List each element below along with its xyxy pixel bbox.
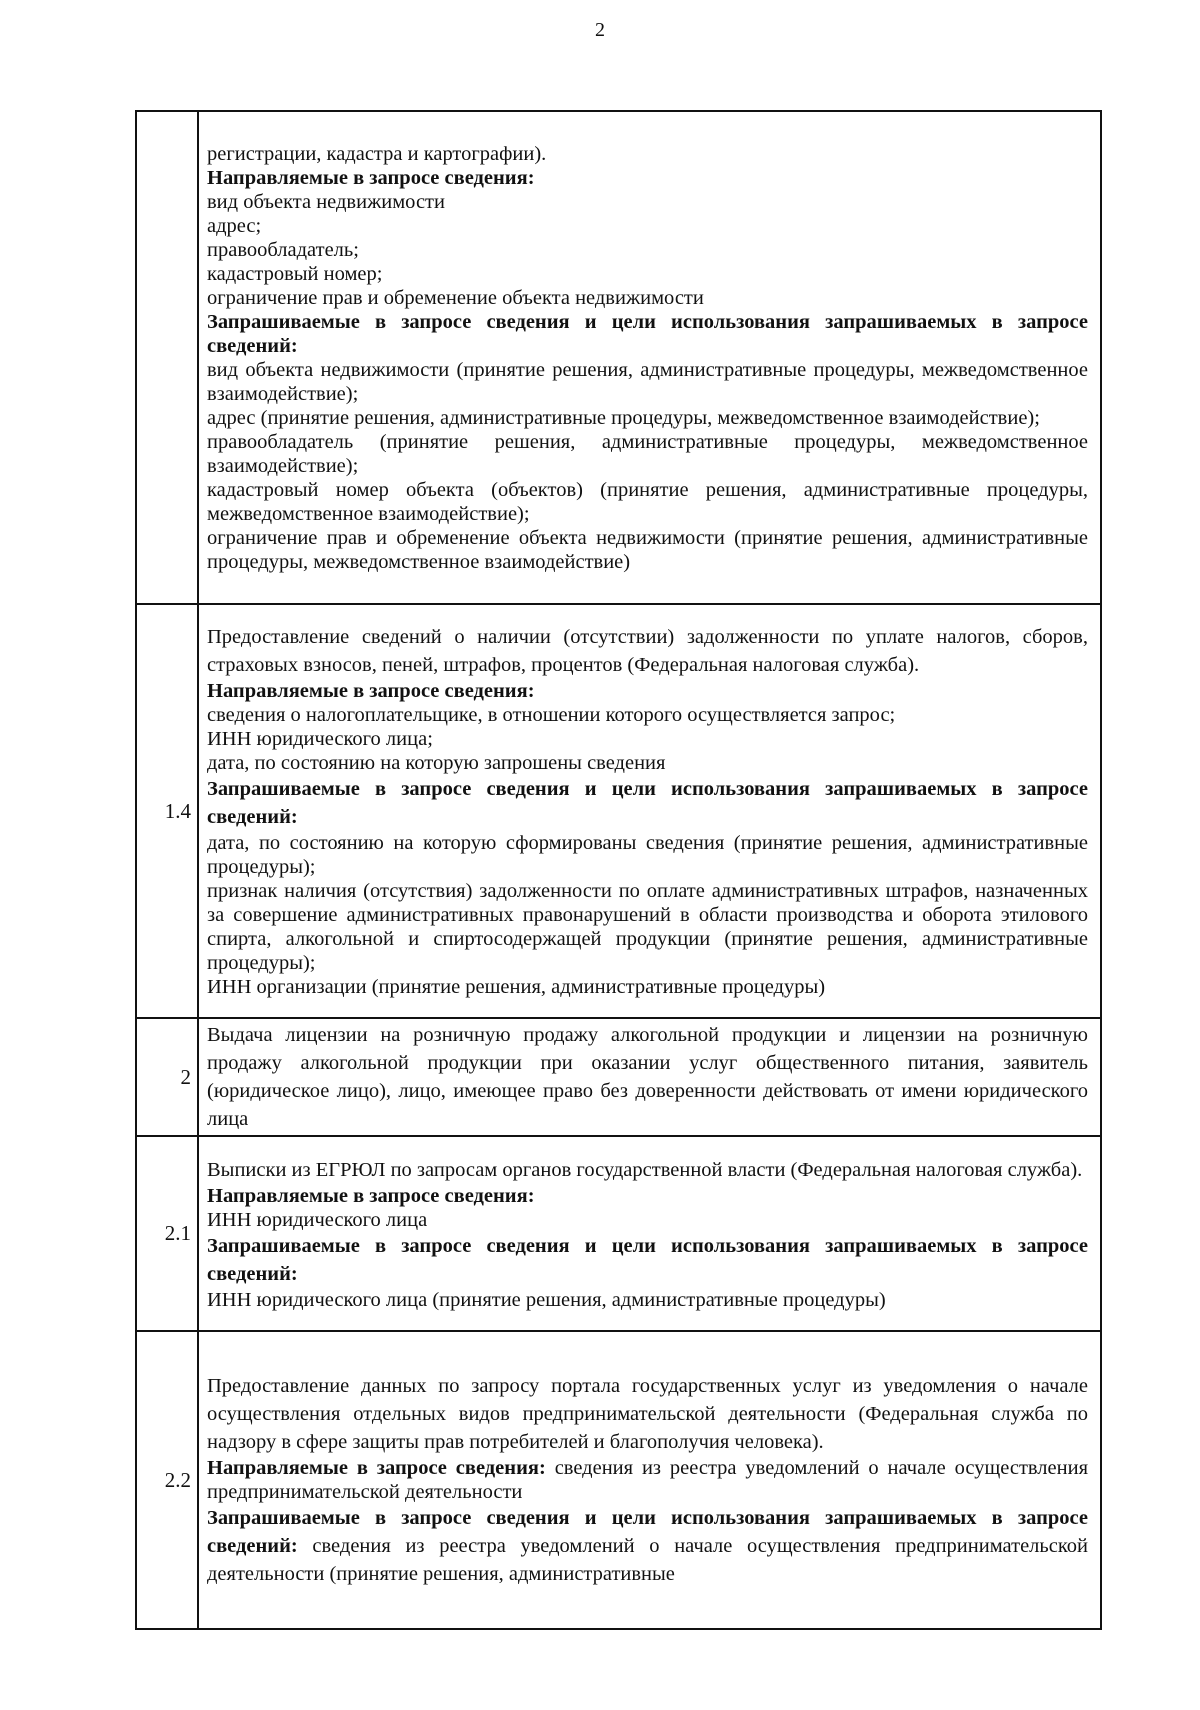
- table-row-2-1: [136, 1136, 1101, 1331]
- row-number: 1.4: [136, 604, 198, 1018]
- list-item: сведения о налогоплательщике, в отношении которого осуществляется запрос;: [207, 704, 896, 726]
- sent-header: Направляемые в запросе сведения:: [207, 1184, 535, 1207]
- page-number: 2: [595, 19, 605, 41]
- row-number: 2: [136, 1018, 198, 1136]
- row-content: [198, 111, 1101, 604]
- sent-header: Направляемые в запросе сведения:: [207, 166, 535, 189]
- list-item: ИНН юридического лица (принятие решения, административные процедуры): [207, 1288, 886, 1311]
- list-item: ИНН юридического лица: [207, 1208, 428, 1231]
- row-intro: Выписки из ЕГРЮЛ по запросам органов государственной власти (Федеральная налоговая служба).: [207, 1158, 1083, 1181]
- requested-header: Запрашиваемые в запросе сведения и цели использования запрашиваемых в запросе сведений:: [207, 778, 1088, 828]
- row-intro: регистрации, кадастра и картографии).: [207, 142, 547, 165]
- list-item: дата, по состоянию на которую запрошены сведения: [207, 752, 666, 774]
- info-exchange-table: [135, 110, 1102, 1630]
- list-item: вид объекта недвижимости (принятие решения, административные процедуры, межведомственное взаимодействие);: [207, 358, 1088, 405]
- list-item: ограничение прав и обременение объекта недвижимости: [207, 286, 704, 309]
- list-item: ограничение прав и обременение объекта недвижимости (принятие решения, административные процедуры, межведомственное взаимодействие): [207, 526, 1088, 573]
- row-content: [198, 604, 1101, 1018]
- list-item: вид объекта недвижимости: [207, 190, 445, 213]
- sent-header: Направляемые в запросе сведения:: [207, 680, 535, 702]
- row-number: [136, 111, 198, 604]
- table-row-2: [136, 1018, 1101, 1136]
- sent-paragraph: [207, 1456, 1088, 1504]
- sent-header: Направляемые в запросе сведения:: [207, 1457, 546, 1479]
- row-content: [198, 1136, 1101, 1331]
- requested-header: Запрашиваемые в запросе сведения и цели использования запрашиваемых в запросе сведений:: [207, 1507, 1088, 1557]
- list-item: адрес (принятие решения, административные процедуры, межведомственное взаимодействие);: [207, 406, 1040, 429]
- table-row-continuation: [136, 111, 1101, 604]
- list-item: ИНН юридического лица;: [207, 728, 433, 750]
- row-number: 2.1: [136, 1136, 198, 1331]
- list-item: адрес;: [207, 214, 262, 237]
- requested-text: сведения из реестра уведомлений о начале осуществления предпринимательской деятельности (принятие решения, административные: [207, 1535, 1088, 1585]
- row-text: Выдача лицензии на розничную продажу алкогольной продукции и лицензии на розничную продажу алкогольной продукции при оказании услуг общественного питания, заявитель (юридическое лицо), лицо, имеющее право без доверенности действовать от имени юридического лица: [207, 1024, 1088, 1130]
- requested-header: Запрашиваемые в запросе сведения и цели использования запрашиваемых в запросе сведений:: [207, 1234, 1088, 1285]
- list-item: ИНН организации (принятие решения, административные процедуры): [207, 976, 826, 998]
- list-item: дата, по состоянию на которую сформированы сведения (принятие решения, административные процедуры);: [207, 832, 1088, 878]
- list-item: правообладатель (принятие решения, административные процедуры, межведомственное взаимодействие);: [207, 430, 1088, 477]
- row-content: [198, 1331, 1101, 1629]
- list-item: кадастровый номер;: [207, 262, 383, 285]
- row-content: [198, 1018, 1101, 1136]
- requested-header: Запрашиваемые в запросе сведения и цели использования запрашиваемых в запросе сведений:: [207, 310, 1088, 357]
- sent-text: сведения из реестра уведомлений о начале осуществления предпринимательской деятельности: [207, 1457, 1089, 1503]
- list-item: признак наличия (отсутствия) задолженности по оплате административных штрафов, назначенных за совершение административных правонарушений в области производства и оборота этилового спирта, алкогольной и спиртосодержащей продукции (принятие решения, административные процедуры);: [207, 880, 1088, 974]
- list-item: кадастровый номер объекта (объектов) (принятие решения, административные процедуры, межведомственное взаимодействие);: [207, 478, 1088, 525]
- table-row-2-2: [136, 1331, 1101, 1629]
- row-intro: Предоставление сведений о наличии (отсутствии) задолженности по уплате налогов, сборов, страховых взносов, пеней, штрафов, процентов (Федеральная налоговая служба).: [207, 626, 1088, 676]
- table-row-1-4: [136, 604, 1101, 1018]
- row-number: 2.2: [136, 1331, 198, 1629]
- requested-paragraph: [207, 1504, 1088, 1588]
- row-intro: Предоставление данных по запросу портала государственных услуг из уведомления о начале осуществления отдельных видов предпринимательской деятельности (Федеральная служба по надзору в сфере защиты прав потребителей и благополучия человека).: [207, 1375, 1088, 1453]
- list-item: правообладатель;: [207, 238, 359, 261]
